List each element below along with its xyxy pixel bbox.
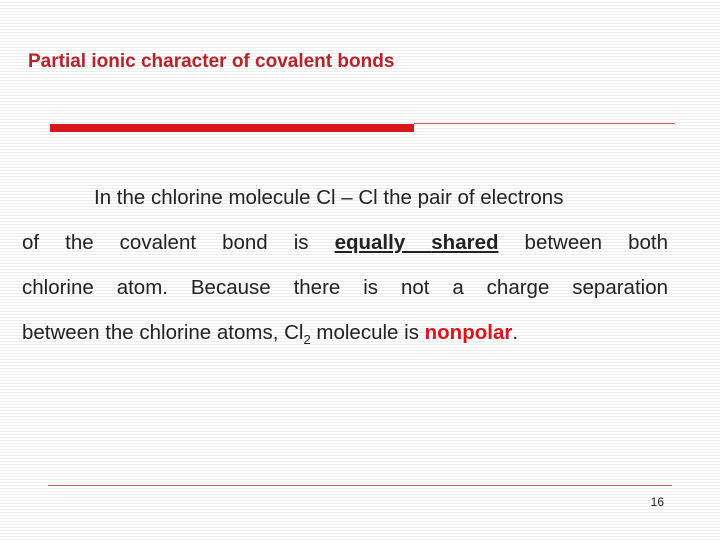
emphasis-shared: shared: [431, 231, 499, 254]
subscript-2: 2: [303, 332, 311, 347]
body-line-1: In the chlorine molecule Cl – Cl the pair of electrons: [94, 186, 564, 209]
title-accent-bar: [50, 124, 414, 132]
body-line-3: chlorine atom. Because there is not a charge separation: [22, 276, 668, 299]
body-line-2-end: between both: [498, 231, 668, 254]
slide-title: Partial ionic character of covalent bonds: [28, 51, 395, 72]
body-line-2-start: of the covalent bond is: [22, 231, 335, 254]
body-line-4-end: .: [512, 321, 519, 344]
emphasis-nonpolar: nonpolar: [424, 321, 513, 344]
body-line-4-start: between the chlorine atoms, Cl: [22, 321, 304, 344]
slide-body-text: [22, 175, 668, 355]
body-line-2: [22, 220, 668, 265]
footer-divider-line: [48, 485, 672, 486]
emphasis-equally: equally: [334, 231, 432, 254]
body-line-4: [22, 310, 668, 355]
title-divider-line: [414, 123, 675, 124]
body-line-4-middle: molecule is: [310, 321, 425, 344]
page-number: 16: [650, 495, 664, 509]
